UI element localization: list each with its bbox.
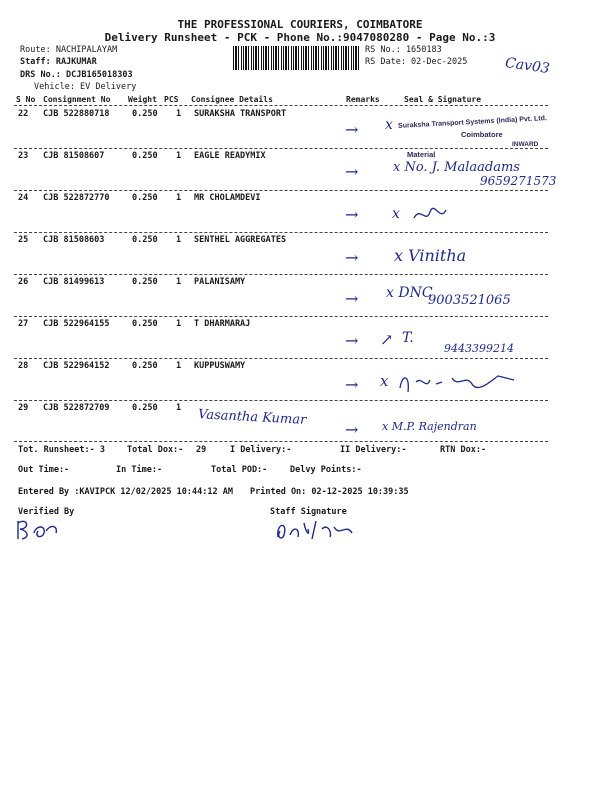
row-sno: 28: [18, 361, 29, 371]
row-signature: x: [392, 206, 400, 222]
col-consignment: Consignment No: [43, 95, 111, 104]
route-label: Route: NACHIPALAYAM: [20, 45, 118, 55]
row-pcs: 1: [176, 193, 182, 203]
row-consignment: CJB 522872770: [43, 193, 110, 203]
row-pcs: 1: [176, 109, 182, 119]
printed-on: Printed On: 02-12-2025 10:39:35: [250, 487, 409, 497]
handwritten-note: Cav03: [504, 54, 551, 78]
row-signature: x M.P. Rajendran: [382, 420, 477, 433]
verifier-signature: [12, 515, 62, 543]
remarks-arrow: →: [345, 289, 359, 308]
remarks-arrow: →: [345, 205, 359, 224]
row-pcs: 1: [176, 277, 182, 287]
row-consignee: SENTHEL AGGREGATES: [194, 235, 287, 245]
stamp-text: Suraksha Transport Systems (India) Pvt. Ltd.: [397, 115, 548, 130]
row-signature: x DNC: [386, 285, 433, 301]
remarks-arrow: →: [345, 420, 359, 439]
row-consignee: PALANISAMY: [194, 277, 246, 287]
row-sno: 23: [18, 151, 29, 161]
row-signature: x: [385, 117, 393, 133]
rtn-dox: RTN Dox:-: [440, 445, 487, 455]
stamp-city: Coimbatore: [461, 130, 503, 139]
ii-delivery: II Delivery:-: [340, 445, 407, 455]
stamp-inward: INWARD: [512, 141, 539, 148]
total-dox-label: Total Dox:-: [127, 445, 184, 455]
row-sno: 24: [18, 193, 29, 203]
stamp-text: Material: [407, 150, 436, 159]
row-consignee: T DHARMARAJ: [194, 319, 251, 329]
verified-by: Verified By: [18, 507, 75, 517]
tot-runsheet: Tot. Runsheet:- 3: [18, 445, 105, 455]
row-signature: x No. J. Malaadams: [393, 160, 520, 175]
check-mark-icon: ↗: [380, 330, 394, 349]
remarks-arrow: →: [345, 248, 359, 267]
barcode: [233, 46, 361, 70]
row-pcs: 1: [176, 235, 182, 245]
row-pcs: 1: [176, 361, 182, 371]
row-consignee: MR CHOLAMDEVI: [194, 193, 261, 203]
col-pcs: PCS: [164, 95, 179, 104]
row-consignment: CJB 81508607: [43, 151, 105, 161]
row-consignee: Vasantha Kumar: [197, 407, 307, 428]
row-weight: 0.250: [132, 235, 158, 245]
row-pcs: 1: [176, 403, 182, 413]
row-consignee: SURAKSHA TRANSPORT: [194, 109, 287, 119]
remarks-arrow: →: [345, 162, 359, 181]
row-signature-phone: 9659271573: [480, 174, 557, 188]
row-signature: x: [380, 372, 389, 390]
row-consignment: CJB 522964152: [43, 361, 110, 371]
row-signature-phone: 9443399214: [444, 342, 514, 355]
row-consignment: CJB 522872709: [43, 403, 110, 413]
staff-signature: [272, 515, 362, 545]
row-weight: 0.250: [132, 109, 158, 119]
remarks-arrow: →: [345, 120, 359, 139]
row-consignee: KUPPUSWAMY: [194, 361, 246, 371]
row-pcs: 1: [176, 319, 182, 329]
runsheet-subtitle: Delivery Runsheet - PCK - Phone No.:9047080280 - Page No.:3: [104, 31, 496, 44]
signature-scribble: [412, 204, 452, 226]
row-weight: 0.250: [132, 277, 158, 287]
row-weight: 0.250: [132, 403, 158, 413]
total-pod: Total POD:-: [211, 465, 268, 475]
row-signature: x Vinitha: [394, 246, 467, 265]
in-time: In Time:-: [116, 465, 163, 475]
row-consignee: EAGLE READYMIX: [194, 151, 266, 161]
row-consignment: CJB 81499613: [43, 277, 105, 287]
row-weight: 0.250: [132, 193, 158, 203]
row-consignment: CJB 81508603: [43, 235, 105, 245]
row-consignment: CJB 522964155: [43, 319, 110, 329]
i-delivery: I Delivery:-: [230, 445, 292, 455]
vehicle-label: Vehicle: EV Delivery: [34, 82, 137, 92]
col-weight: Weight: [128, 95, 157, 104]
rs-date: RS Date: 02-Dec-2025: [365, 57, 468, 67]
header-rule: [14, 105, 548, 106]
row-sno: 22: [18, 109, 29, 119]
out-time: Out Time:-: [18, 465, 70, 475]
signature-scribble: [396, 370, 526, 398]
col-consignee: Consignee Details: [191, 95, 273, 104]
staff-signature-label: Staff Signature: [270, 507, 347, 517]
remarks-arrow: →: [345, 331, 359, 350]
row-sno: 26: [18, 277, 29, 287]
row-consignment: CJB 522880718: [43, 109, 110, 119]
col-seal-signature: Seal & Signature: [404, 95, 482, 104]
col-remarks: Remarks: [346, 95, 380, 104]
row-pcs: 1: [176, 151, 182, 161]
row-weight: 0.250: [132, 151, 158, 161]
entered-by: Entered By :KAVIPCK 12/02/2025 10:44:12 AM: [18, 487, 233, 497]
rs-number: RS No.: 1650183: [365, 45, 442, 55]
row-sno: 25: [18, 235, 29, 245]
row-signature: T.: [402, 330, 414, 346]
remarks-arrow: →: [345, 375, 359, 394]
row-signature-phone: 9003521065: [428, 293, 511, 308]
drs-number: DRS No.: DCJB165018303: [20, 70, 133, 80]
total-dox-value: 29: [196, 445, 207, 455]
row-sno: 27: [18, 319, 29, 329]
company-title: THE PROFESSIONAL COURIERS, COIMBATORE: [177, 18, 423, 31]
row-weight: 0.250: [132, 361, 158, 371]
delvy-points: Delvy Points:-: [290, 465, 362, 475]
col-sno: S No: [16, 95, 36, 104]
row-weight: 0.250: [132, 319, 158, 329]
staff-label: Staff: RAJKUMAR: [20, 57, 97, 67]
row-sno: 29: [18, 403, 29, 413]
